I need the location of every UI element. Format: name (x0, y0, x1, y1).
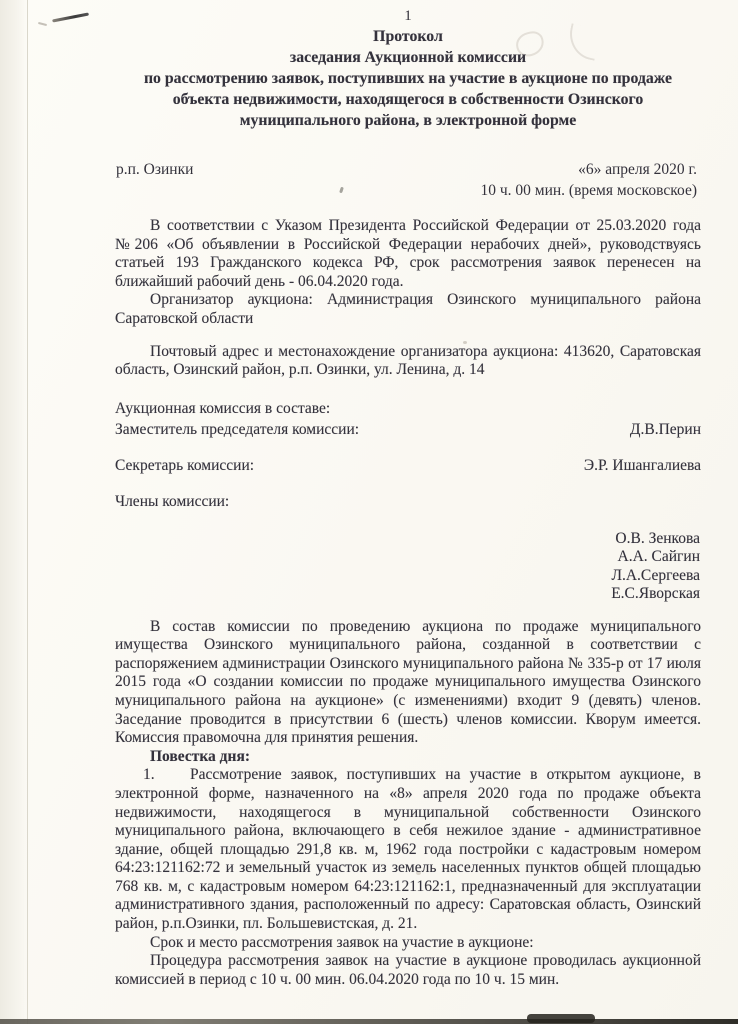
title-line: Протокол (373, 28, 443, 45)
page-number: 1 (404, 8, 412, 24)
agenda-item-number: 1. (143, 766, 155, 784)
role-name: Э.Р. Ишангалиева (583, 457, 701, 475)
commission-role-row (115, 420, 701, 439)
scan-edge-strip (0, 0, 28, 1024)
paragraph-procedure: Процедура рассмотрения заявок на участие в аукционе проводилась аукционной комиссией в период с 10 ч. 00 мин. 06.04.2020 года по 10 ч. 15 мин. (115, 952, 701, 988)
document-title (115, 26, 701, 131)
title-line: муниципального района, в электронной форме (239, 112, 577, 129)
role-label: Заместитель председателя комиссии: (115, 421, 360, 439)
title-line: заседания Аукционной комиссии (289, 49, 527, 66)
paragraph-decree: В соответствии с Указом Президента Российской Федерации от 25.03.2020 года №206 «Об объявлении в Российской Федерации нерабочих дней», руководствуясь статьей 193 Гражданского кодекса РФ, срок рассмотрения заявок перенесен на ближайший рабочий день - 06.04.2020 года. (115, 217, 701, 290)
title-line: объекта недвижимости, находящегося в собственности Озинского (172, 91, 644, 108)
members-label: Члены комиссии: (115, 493, 230, 511)
dateline-place: р.п. Озинки (116, 161, 194, 178)
dateline (115, 159, 701, 201)
member-name: А.А. Сайгин (617, 548, 700, 566)
agenda-item (115, 766, 701, 933)
agenda-item-text: Рассмотрение заявок, поступивших на участие в открытом аукционе, в электронной форме, назначенного на «8» апреля 2020 года по продаже объекта недвижимости, находящегося в муниципальной собственности Озинского муниципального района, включающего в себя нежилое здание - административное здание, общей площадью 291,8 кв. м, 1962 года постройки с кадастровым номером 64:23:121162:72 и земельный участок из земель населенных пунктов общей площадью 768 кв. м, с кадастровым номером 64:23:121162:1, предназначенный для эксплуатации административного здания, расположенный по адресу: Саратовская область, Озинский район, р.п.Озинки, пл. Большевистская, д. 21. (115, 766, 701, 933)
pen-stroke-mark (52, 12, 89, 22)
member-name: О.В. Зенкова (615, 529, 700, 547)
document-content (115, 6, 701, 989)
title-line: по рассмотрению заявок, поступивших на участие в аукционе по продаже (143, 70, 673, 87)
members-list (115, 530, 701, 604)
paragraph-address: Почтовый адрес и местонахождение организатора аукциона: 413620, Саратовская область, Озинский район, р.п. Озинки, ул. Ленина, д. 14 (115, 342, 701, 379)
paragraph-organizer: Организатор аукциона: Администрация Озинского муниципального района Саратовской области (115, 291, 701, 327)
commission-role-row (115, 456, 701, 475)
scanner-bottom-bar (0, 1019, 738, 1024)
dateline-time: 10 ч. 00 мин. (время московское) (480, 182, 697, 199)
commission-intro: Аукционная комиссия в составе: (115, 399, 331, 417)
term-heading: Срок и место рассмотрения заявок на участие в аукционе: (150, 933, 534, 951)
agenda-heading: Повестка дня: (150, 747, 250, 765)
scanner-bottom-blob (527, 1014, 595, 1023)
dateline-dates (115, 159, 701, 201)
member-name: Л.А.Сергеева (611, 566, 700, 584)
paragraph-composition: В состав комиссии по проведению аукциона по продаже муниципального имущества Озинского муниципального района, созданной в соответствии с распоряжением администрации Озинского муниципального района № 335-р от 17 июля 2015 года «О создании комиссии по продаже муниципального имущества Озинского муниципального района на аукционе» (с изменениями) входит 9 (девять) членов. Заседание проводится в присутствии 6 (шесть) членов комиссии. Кворум имеется. Комиссия правомочна для принятия решения. (115, 617, 701, 747)
member-name: Е.С.Яворская (611, 585, 700, 603)
role-label: Секретарь комиссии: (115, 457, 255, 475)
dateline-date: «6» апреля 2020 г. (578, 161, 697, 178)
pen-fleck-mark (38, 22, 47, 26)
role-name: Д.В.Перин (629, 421, 701, 439)
